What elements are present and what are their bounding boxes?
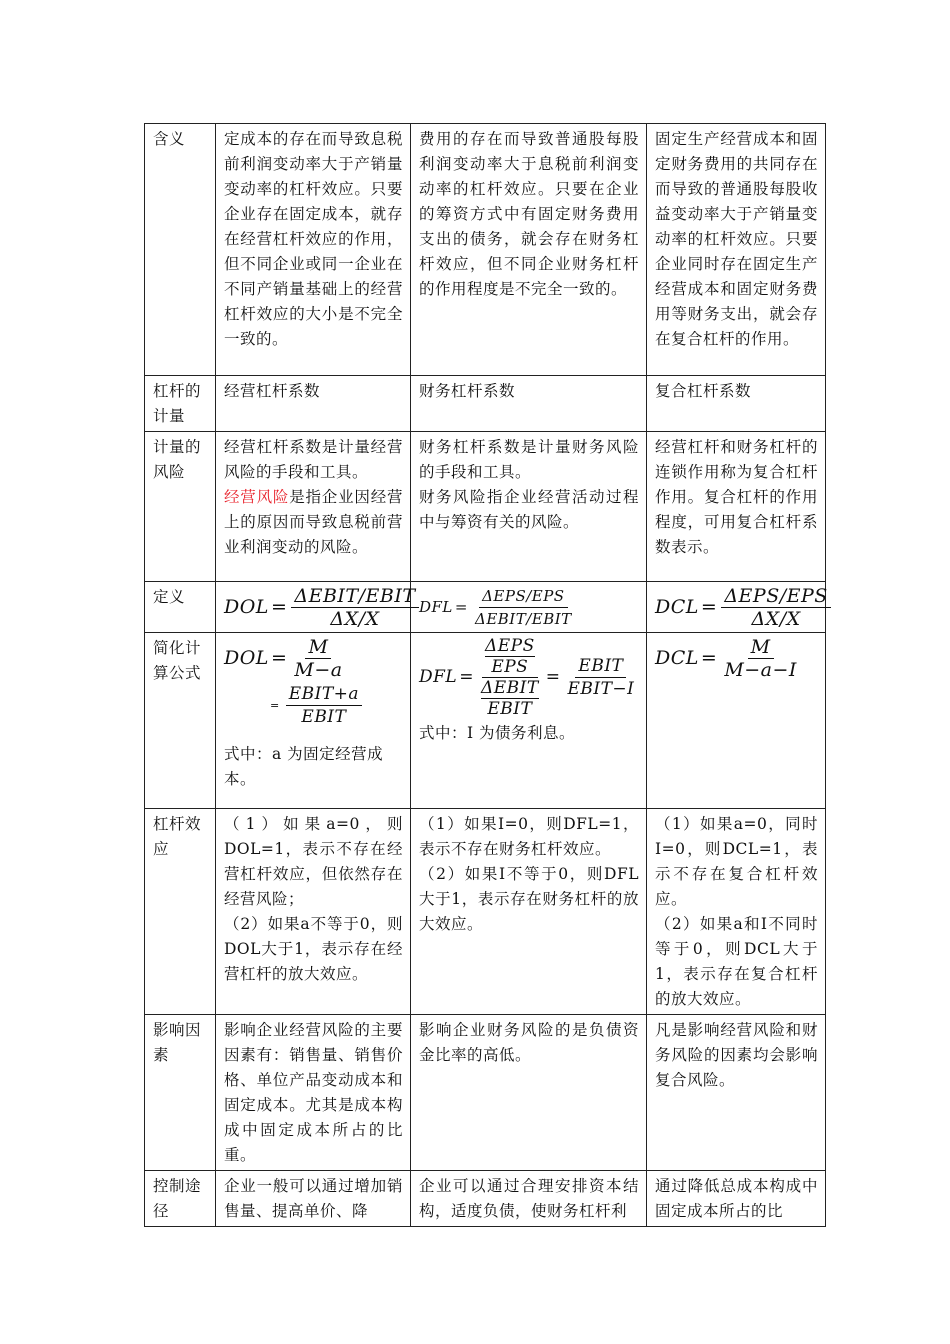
meaning-operating: 定成本的存在而导致息税前利润变动率大于产销量变动率的杠杆效应。只要企业存在固定成本，就存在经营杠杆效应的作用，但不同企业或同一企业在不同产销量基础上的经营杠杆效应的大小是不完全一致的。 — [216, 124, 411, 376]
factors-combined: 凡是影响经营风险和财务风险的因素均会影响复合风险。 — [647, 1015, 826, 1171]
risk-combined: 经营杠杆和财务杠杆的连锁作用称为复合杠杆作用。复合杠杆的作用程度，可用复合杠杆系数表示。 — [647, 432, 826, 582]
formula-lhs: DOL — [224, 596, 269, 618]
formula-numerator: EBIT — [575, 655, 626, 678]
effect-operating-b: （2）如果a不等于0，则DOL大于1，表示存在经营杠杆的放大效应。 — [224, 915, 403, 983]
formula-lhs: DFL — [419, 598, 453, 616]
formula-numerator: M — [748, 636, 774, 659]
formula-numerator: ΔEPS/EPS — [721, 585, 830, 608]
effect-financial — [411, 809, 647, 1015]
formula-dol-simplified: DOL = $\frac{M}{M-a}$ — [224, 636, 403, 681]
effect-operating-a: （1）如果a=0，则DOL=1，表示不存在经营杠杆效应，但依然存在经营风险； — [224, 815, 403, 908]
meaning-financial: 费用的存在而导致普通股每股利润变动率大于息税前利润变动率的杠杆效应。只要在企业的筹资方式中有固定财务费用支出的债务，就会存在财务杠杆效应，但不同企业财务杠杆的作用程度是不完全一致的。 — [411, 124, 647, 376]
effect-financial-b: （2）如果I不等于0，则DFL大于1，表示存在财务杠杆的放大效应。 — [419, 865, 639, 933]
row-label-control: 控制途径 — [145, 1171, 216, 1227]
measure-combined: 复合杠杆系数 — [647, 376, 826, 432]
row-measure — [145, 376, 826, 432]
formula-numerator: ΔEBIT/EBIT — [291, 585, 418, 608]
risk-financial — [411, 432, 647, 582]
risk-financial-text-a: 财务杠杆系数是计量财务风险的手段和工具。 — [419, 438, 639, 481]
row-label-simplified: 简化计算公式 — [145, 633, 216, 809]
formula-dol-definition: DOL = $\frac{\text{ΔEBIT/EBIT}}{\Delta X/X}$ — [224, 585, 403, 630]
simplified-dfl — [411, 633, 647, 809]
control-operating: 企业一般可以通过增加销售量、提高单价、降 — [216, 1171, 411, 1227]
risk-financial-text-b: 财务风险指企业经营活动过程中与筹资有关的风险。 — [419, 488, 639, 531]
row-meaning — [145, 124, 826, 376]
row-label-definition: 定义 — [145, 582, 216, 633]
formula-denominator: EBIT — [487, 699, 533, 719]
effect-financial-a: （1）如果I=0，则DFL=1，表示不存在财务杠杆效应。 — [419, 815, 639, 858]
definition-dfl — [411, 582, 647, 633]
formula-denominator: ΔX/X — [751, 608, 801, 630]
row-definition — [145, 582, 826, 633]
row-label-meaning: 含义 — [145, 124, 216, 376]
formula-dcl-simplified: DCL = $\frac{M}{M-a-I}$ — [655, 636, 818, 681]
row-factors — [145, 1015, 826, 1171]
measure-operating: 经营杠杆系数 — [216, 376, 411, 432]
row-effect — [145, 809, 826, 1015]
formula-lhs: DCL — [655, 596, 699, 618]
row-label-effect: 杠杆效应 — [145, 809, 216, 1015]
risk-operating-text-b: 是指企业因经营上的原因而导致息税前营业利润变动的风险。 — [224, 488, 403, 556]
formula-numerator: ΔEBIT — [480, 678, 539, 698]
formula-denominator: M−a — [294, 659, 343, 681]
risk-operating-text-a: 经营杠杆系数是计量经营风险的手段和工具。 — [224, 438, 403, 481]
control-financial: 企业可以通过合理安排资本结构，适度负债，使财务杠杆利 — [411, 1171, 647, 1227]
effect-combined-a: （1）如果a=0，同时I=0，则DCL=1，表示不存在复合杠杆效应。 — [655, 815, 818, 908]
formula-equals: = — [270, 699, 280, 712]
simplified-dol — [216, 633, 411, 809]
formula-denominator: ΔX/X — [330, 608, 380, 630]
row-risk — [145, 432, 826, 582]
effect-combined — [647, 809, 826, 1015]
formula-numerator: ΔEPS/EPS — [479, 585, 568, 608]
row-label-risk: 计量的风险 — [145, 432, 216, 582]
formula-numerator: EBIT+a — [286, 683, 362, 706]
factors-operating: 影响企业经营风险的主要因素有：销售量、销售价格、单位产品变动成本和固定成本。尤其是成本构成中固定成本所占的比重。 — [216, 1015, 411, 1171]
formula-numerator: ΔEPS — [484, 636, 535, 656]
formula-denominator: EBIT — [301, 707, 347, 727]
measure-financial: 财务杠杆系数 — [411, 376, 647, 432]
formula-dcl-definition: DCL = $\frac{\text{ΔEPS/EPS}}{\Delta X/X}$ — [655, 585, 818, 630]
formula-lhs: DFL — [419, 667, 458, 687]
row-control — [145, 1171, 826, 1227]
definition-dcl — [647, 582, 826, 633]
formula-dol-simplified-alt — [224, 683, 403, 728]
meaning-combined: 固定生产经营成本和固定财务费用的共同存在而导致的普通股每股收益变动率大于产销量变动率的杠杆效应。只要企业同时存在固定生产经营成本和固定财务费用等财务支出，就会存在复合杠杆的作用。 — [647, 124, 826, 376]
row-simplified — [145, 633, 826, 809]
formula-denominator: EBIT−I — [567, 679, 635, 699]
dol-note: 式中：a 为固定经营成本。 — [224, 745, 384, 788]
formula-dfl-definition: DFL = $\frac{\text{ΔEPS/EPS}}{\text{ΔEBIT/EBIT}}$ — [419, 585, 639, 630]
formula-denominator: ΔEBIT/EBIT — [474, 610, 572, 628]
operating-risk-highlight: 经营风险 — [224, 488, 290, 506]
dfl-note: 式中：I 为债务利息。 — [419, 724, 576, 742]
risk-operating — [216, 432, 411, 582]
formula-denominator: M−a−I — [724, 659, 797, 681]
row-label-factors: 影响因素 — [145, 1015, 216, 1171]
effect-combined-b: （2）如果a和I不同时等于0，则DCL大于1，表示存在复合杠杆的放大效应。 — [655, 915, 818, 1008]
factors-financial: 影响企业财务风险的是负债资金比率的高低。 — [411, 1015, 647, 1171]
definition-dol — [216, 582, 416, 633]
formula-lhs: DOL — [224, 647, 269, 669]
effect-operating — [216, 809, 411, 1015]
control-combined: 通过降低总成本构成中固定成本所占的比 — [647, 1171, 826, 1227]
formula-numerator: M — [305, 636, 331, 659]
formula-lhs: DCL — [655, 647, 699, 669]
formula-denominator: EPS — [491, 657, 529, 677]
leverage-comparison-table — [144, 123, 826, 1227]
simplified-dcl — [647, 633, 826, 809]
formula-dfl-simplified: DFL = ΔEPS EPS ΔEBIT EBIT = $\frac{\text{EBIT}}{\text{EBIT−I}}$ — [419, 636, 639, 719]
row-label-measure: 杠杆的计量 — [145, 376, 216, 432]
